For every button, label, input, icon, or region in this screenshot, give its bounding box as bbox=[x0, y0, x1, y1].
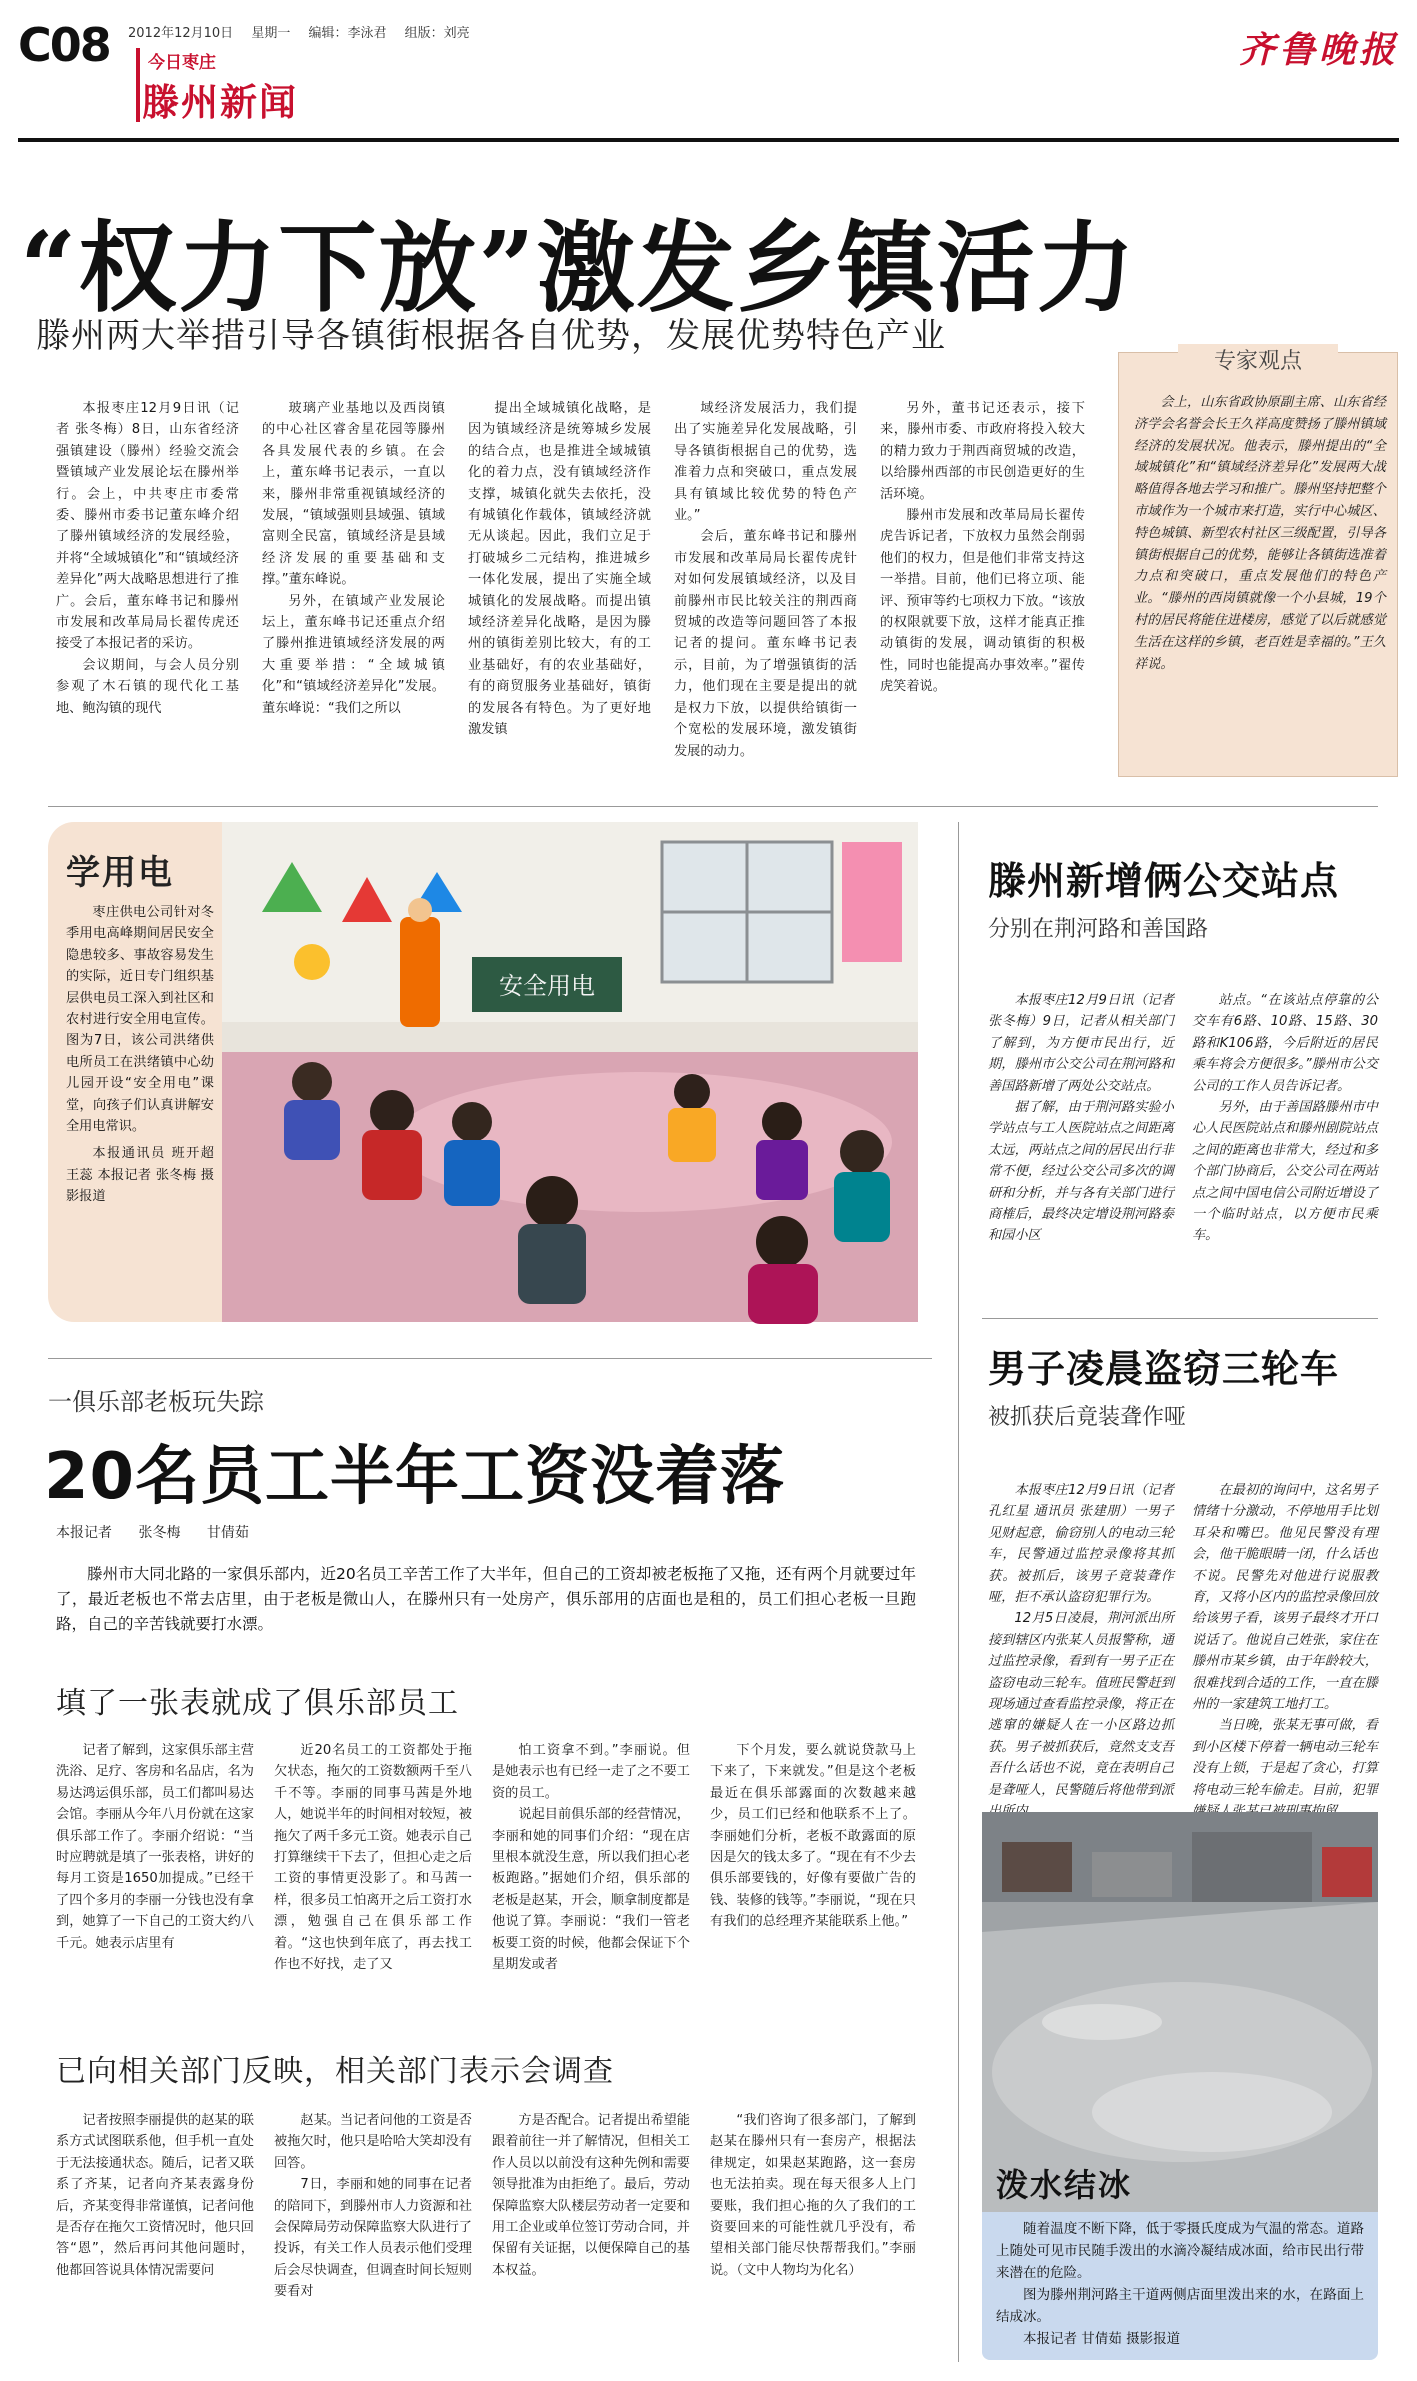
paragraph: 赵某。当记者问他的工资是否被拖欠时，他只是哈哈大笑却没有回答。 bbox=[274, 2113, 472, 2171]
paragraph: 在最初的询问中，这名男子情绪十分激动，不停地用手比划耳朵和嘴巴。他见民警没有理会，他干脆眼睛一闭，什么话也不说。民警先对他进行说服教育，又将小区内的监控录像回放给该男子看，该男子最终才开口说话了。他说自己姓张，家住在滕州市某乡镇，由于年龄较大，很难找到合适的工作，一直在滕州的一家建筑工地打工。 bbox=[1192, 1483, 1378, 1713]
club-sec1-column-1 bbox=[56, 1740, 254, 2020]
bus-story-headline: 滕州新增俩公交站点 bbox=[988, 859, 1340, 903]
lead-column-2 bbox=[262, 398, 445, 790]
theft-column-2 bbox=[1192, 1480, 1378, 1796]
section-divider bbox=[982, 1318, 1378, 1319]
paragraph: 怕工资拿不到。”李丽说。但是她表示也有已经一走了之不要工资的员工。 bbox=[492, 1743, 690, 1801]
paragraph: 会上，山东省政协原副主席、山东省经济学会名誉会长王久祥高度赞扬了滕州镇域经济的发展状况。他表示，滕州提出的“全域城镇化”和“镇域经济差异化”发展两大战略值得各地去学习和推广。滕州坚持把整个市域作为一个城市来打造，实行中心城区、特色城镇、新型农村社区三级配置，引导各镇街根据自己的优势，能够让各镇街选准着力点和突破口，重点发展他们的特色产业。“滕州的西岗镇就像一个小县城，19个村的居民将能住进楼房，感觉了以后就感觉生活在这样的乡镇，老百姓是幸福的。”王久祥说。 bbox=[1134, 395, 1386, 672]
editor-credit: 编辑：李泳君 bbox=[308, 26, 387, 41]
bus-column-2 bbox=[1192, 990, 1378, 1290]
column-divider bbox=[958, 822, 959, 2362]
page-number: C08 bbox=[18, 18, 110, 72]
expert-opinion-title: 专家观点 bbox=[1178, 344, 1338, 375]
paragraph: 近20名员工的工资都处于拖欠状态，拖欠的工资数额两千至八千不等。李丽的同事马茜是外地人，她说半年的时间相对较短，被拖欠了两千多元工资。她表示自己打算继续干下去了，但担心走之后工资的事情更没影了。和马茜一样，很多员工怕离开之后工资打水漂，勉强自己在俱乐部工作着。“这也快到年底了，再去找工作也不好找，走了又 bbox=[274, 1743, 472, 1973]
club-story-headline: 20名员工半年工资没着落 bbox=[44, 1440, 786, 1514]
paragraph: 当日晚，张某无事可做，看到小区楼下停着一辆电动三轮车没有上锁，于是起了贪心，打算将电动三轮车偷走。目前，犯罪 bbox=[1192, 1718, 1378, 1798]
paragraph: 随着温度不断下降，低于零摄氏度成为气温的常态。道路上随处可见市民随手泼出的水滴冷凝结成冰面，给市民出行带来潜在的危险。 bbox=[996, 2221, 1364, 2281]
club-sec2-column-2 bbox=[274, 2110, 472, 2360]
byline-label: 本报记者 bbox=[56, 1525, 112, 1541]
header-meta bbox=[128, 22, 484, 41]
water-photo-title: 泼水结冰 bbox=[996, 2166, 1133, 2204]
caption-line: 图为滕州荆河路主干道两侧店面里泼出来的水，在路面上结成冰。 bbox=[996, 2287, 1364, 2325]
paragraph: 另外，在镇域产业发展论坛上，董东峰书记还重点介绍了滕州推进镇域经济发展的两大重要举措：“全域城镇化”和“镇域经济差异化”发展。董东峰说：“我们之所以 bbox=[262, 593, 445, 716]
paragraph: 域经济发展活力，我们提出了实施差异化发展战略，引导各镇街根据自己的优势，选准着力点和突破口，重点发展具有镇域比较优势的特色产业。” bbox=[674, 401, 857, 524]
paragraph: 滕州市发展和改革局局长翟传虎告诉记者，下放权力虽然会削弱他们的权力，但是他们非常支持这一举措。目前，他们已将立项、能评、预审等约七项权力下放。“该放的权限就要下放，这样才能真正推动镇街的发展，调动镇街的积极性，同时也能提高办事效率。”翟传虎笑着说。 bbox=[880, 508, 1085, 695]
club-sec1-column-3 bbox=[492, 1740, 690, 2020]
paragraph: “我们咨询了很多部门，了解到赵某在滕州只有一套房产，根据法律规定，如果赵某跑路，这一套房也无法拍卖。现在每天很多人上门要账，我们担心拖的久了我们的工资要回来的可能性就几乎没有，希望相关部门能尽快帮帮我们。”李丽说。（文中人物均为化名） bbox=[710, 2113, 916, 2278]
paragraph: 据了解，由于荆河路实验小学站点与工人医院站点之间距离太远，两站点之间的居民出行非常不便，经过公交公司多次的调研和分析，并与各有关部门进行商榷后，最终决定增设荆河路泰和园小区 bbox=[988, 1100, 1174, 1244]
lead-column-1 bbox=[56, 398, 239, 790]
paragraph: 另外，董书记还表示，接下来，滕州市委、市政府将投入较大的精力致力于荆西商贸城的改造，以给滕州西部的市民创造更好的生活环境。 bbox=[880, 401, 1085, 502]
classroom-photo bbox=[222, 822, 918, 1322]
paragraph: 7日，李丽和她的同事在记者的陪同下，到滕州市人力资源和社会保障局劳动保障监察大队进行了投诉，有关工作人员表示他们受理后会尽快调查，但调查时间长短则要看对 bbox=[274, 2177, 472, 2300]
club-sec2-column-4 bbox=[710, 2110, 916, 2360]
bus-column-1 bbox=[988, 990, 1174, 1290]
club-sec2-column-3 bbox=[492, 2110, 690, 2360]
paragraph: 说起目前俱乐部的经营情况，李丽和她的同事们介绍：“现在店里根本就没生意，所以我们担心老板跑路。”据她们介绍，俱乐部的老板是赵某，开会，顺拿制度都是他说了算。李丽说：“我们一管老板要工资的时候，他都会保证下个星期发或者 bbox=[492, 1807, 690, 1973]
issue-weekday: 星期一 bbox=[251, 26, 291, 41]
club-sec1-column-4 bbox=[710, 1740, 916, 2020]
blackboard-text: 安全用电 bbox=[499, 972, 595, 1000]
paragraph: 另外，由于善国路滕州市中心人民医院站点和滕州剧院站点之间的距离也非常大，经过和多个部门协商后，公交公司在两站点之间中国电信公司附近增设了一个临时站点，以方便市民乘车。 bbox=[1192, 1100, 1378, 1244]
club-story-kicker: 一俱乐部老板玩失踪 bbox=[48, 1388, 264, 1416]
newspaper-logo: 齐鲁晚报 bbox=[1238, 29, 1399, 71]
club-sec2-column-1 bbox=[56, 2110, 254, 2360]
club-section-heading-2: 已向相关部门反映，相关部门表示会调查 bbox=[56, 2054, 614, 2089]
lead-column-3 bbox=[468, 398, 651, 790]
section-top-label: 今日枣庄 bbox=[148, 53, 216, 73]
section-accent-bar bbox=[136, 48, 140, 122]
classroom-illustration bbox=[222, 822, 918, 1322]
paragraph: 本报枣庄12月9日讯（记者 张冬梅）8日，山东省经济强镇建设（滕州）经验交流会暨镇域产业发展论坛在滕州举行。会上，中共枣庄市委常委、滕州市委书记董东峰介绍了滕州镇域经济的发展经验，并将“全域城镇化”和“镇域经济差异化”两大战略思想进行了推广。会后，董东峰书记和滕州市发展和改革局局长翟传虎还接受了本报记者的采访。 bbox=[56, 401, 239, 652]
paragraph: 枣庄供电公司针对冬季用电高峰期间居民安全隐患较多、事故容易发生的实际，近日专门组织基层供电员工深入到社区和农村进行安全用电宣传。图为7日，该公司洪绪供电所员工在洪绪镇中心幼儿园开设“安全用电”课堂，向孩子们认真讲解安全用电常识。 bbox=[66, 905, 214, 1135]
paragraph: 站点。“在该站点停靠的公交车有6路、10路、15路、30路和K106路，今后附近的居民乘车将会方便很多。”滕州市公交公司的工作人员告诉记者。 bbox=[1192, 993, 1378, 1094]
lead-headline: “权力下放”激发乡镇活力 bbox=[20, 211, 1137, 326]
header-rule bbox=[18, 138, 1399, 142]
icy-road-photo bbox=[982, 1812, 1378, 2212]
theft-story-subhead: 被抓获后竟装聋作哑 bbox=[988, 1405, 1187, 1430]
section-divider bbox=[48, 1358, 932, 1359]
theft-column-1 bbox=[988, 1480, 1174, 1796]
issue-date: 2012年12月10日 bbox=[128, 26, 234, 41]
club-story-byline bbox=[56, 1522, 271, 1542]
paragraph: 提出全域城镇化战略，是因为镇域经济是统筹城乡发展的结合点，也是推进全域城镇化的着力点，没有镇域经济作支撑，城镇化就失去依托，没有城镇化作载体，镇域经济就无从谈起。因此，我们立足于打破城乡二元结构，推进城乡一体化发展，提出了实施全域城镇化的发展战略。而提出镇域经济差异化战略，是因为滕州的镇街差别比较大，有的工业基础好，有的农业基础好，有的商贸服务业基础好，镇街的发展各有特色。为了更好地激发镇 bbox=[468, 401, 651, 738]
paragraph: 会后，董东峰书记和滕州市发展和改革局局长翟传虎针对如何发展镇域经济，以及目前滕州市民比较关注的荆西商贸城的改造等问题回答了本报记者的提问。董东峰书记表示，目前，为了增强镇街的活力，他们现在主要是提出的就是权力下放，以提供给镇街一个宽松的发展环境，激发镇街发展的动力。 bbox=[674, 529, 857, 759]
byline-reporter: 甘倩茹 bbox=[206, 1525, 249, 1541]
bus-story-subhead: 分别在荆河路和善国路 bbox=[988, 917, 1209, 942]
paragraph: 本报枣庄12月9日讯（记者 孔红星 通讯员 张建朋）一男子见财起意，偷窃别人的电动三轮车，民警通过监控录像将其抓获。被抓后，该男子竟装聋作哑，拒不承认盗窃犯罪行为。 bbox=[988, 1483, 1174, 1606]
club-sec1-column-2 bbox=[274, 1740, 472, 2020]
paragraph: 方是否配合。记者提出希望能跟着前往一并了解情况，但相关工作人员以以前没有这种先例和需要领导批准为由拒绝了。最后，劳动保障监察大队楼层劳动者一定要和用工企业或单位签订劳动合同，并保留有关证据，以便保障自己的基本权益。 bbox=[492, 2113, 690, 2278]
lead-subhead: 滕州两大举措引导各镇街根据各自优势，发展优势特色产业 bbox=[36, 316, 946, 356]
photo-credit: 本报通讯员 班开超 王蕊 本报记者 张冬梅 摄影报道 bbox=[66, 1146, 214, 1205]
photo-story-text bbox=[66, 902, 214, 1302]
club-section-heading-1: 填了一张表就成了俱乐部员工 bbox=[56, 1686, 459, 1721]
lead-column-5 bbox=[880, 398, 1085, 790]
paragraph: 本报枣庄12月9日讯（记者 张冬梅）9日，记者从相关部门了解到，为方便市民出行，近期，滕州市公交公司在荆河路和善国路新增了两处公交站点。 bbox=[988, 993, 1174, 1094]
photo-credit: 本报记者 甘倩茹 摄影报道 bbox=[1023, 2331, 1181, 2347]
byline-reporter: 张冬梅 bbox=[138, 1525, 181, 1541]
paragraph: 玻璃产业基地以及西岗镇的中心社区睿舍星花园等滕州各具发展代表的乡镇。在会上，董东峰书记表示，一直以来，滕州非常重视镇域经济的发展，“镇域强则县域强、镇域富则全民富，镇域经济是县域经济发展的重要基础和支撑。”董东峰说。 bbox=[262, 401, 445, 588]
section-divider bbox=[48, 806, 1378, 807]
paragraph: 记者了解到，这家俱乐部主营洗浴、足疗、客房和名品店，名为易达鸿运俱乐部，员工们都叫易达会馆。李丽从今年八月份就在这家俱乐部工作了。李丽介绍说：“当时应聘就是填了一张表格，讲好的每月工资是1650加提成。”已经干了四个多月的李丽一分钱也没有拿到，她算了一下自己的工资大约八千元。她表示店里有 bbox=[56, 1743, 254, 1951]
photo-story-title: 学用电 bbox=[66, 853, 174, 893]
expert-opinion-text bbox=[1134, 392, 1386, 772]
paragraph: 下个月发，要么就说贷款马上下来了，下来就发。”但是这个老板最近在俱乐部露面的次数越来越少，员工们已经和他联系不上了。李丽她们分析，老板不敢露面的原因是欠的钱太多了。“现在有不少去俱乐部要钱的，好像有要做广告的钱、装修的钱等。”李丽说，“现在只有我们的总经理齐某能联系上他。” bbox=[710, 1743, 916, 1930]
theft-story-headline: 男子凌晨盗窃三轮车 bbox=[988, 1347, 1340, 1391]
layout-credit: 组版：刘亮 bbox=[404, 26, 470, 41]
water-photo-caption bbox=[996, 2218, 1364, 2350]
icy-road-illustration bbox=[982, 1812, 1378, 2212]
club-story-lead: 滕州市大同北路的一家俱乐部内，近20名员工辛苦工作了大半年，但自己的工资却被老板拖了又拖，还有两个月就要过年了，最近老板也不常去店里，由于老板是微山人，在滕州只有一处房产，俱乐部用的店面也是租的，员工们担心老板一旦跑路，自己的辛苦钱就要打水漂。 bbox=[56, 1565, 916, 1633]
lead-column-4 bbox=[674, 398, 857, 790]
paragraph: 记者按照李丽提供的赵某的联系方式试图联系他，但手机一直处于无法接通状态。随后，记者又联系了齐某，记者向齐某表露身份后，齐某变得非常谨慎，记者问他是否存在拖欠工资情况时，他只回答“恩”，然后再问其他问题时，他都回答说具体情况需要问 bbox=[56, 2113, 254, 2278]
paragraph: 会议期间，与会人员分别参观了木石镇的现代化工基地、鲍沟镇的现代 bbox=[56, 657, 239, 716]
section-title: 滕州新闻 bbox=[142, 81, 298, 124]
paragraph: 12月5日凌晨，荆河派出所接到辖区内张某人员报警称，通过监控录像，看到有一男子正在盗窃电动三轮车。值班民警赶到现场通过查看监控录像，将正在逃窜的嫌疑人在一小区路边抓获。男子被抓获后，竟然支支吾吾什么话也不说，竟在表明自己是聋哑人，民警随后将他带到派 bbox=[988, 1611, 1174, 1798]
